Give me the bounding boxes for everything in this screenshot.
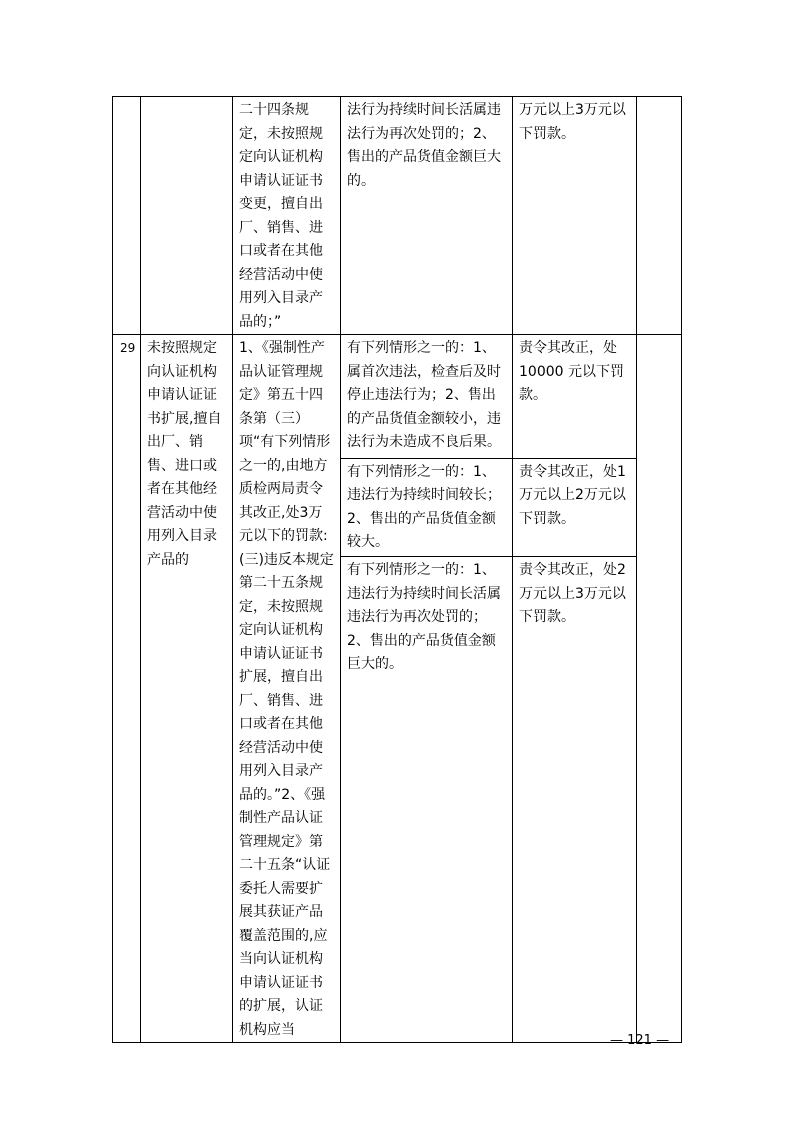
- note-cell: [637, 97, 682, 335]
- circumstance-cell: 有下列情形之一的：1、属首次违法，检查后及时停止违法行为；2、售出的产品货值金额较小，违法行为未造成不良后果。: [341, 335, 513, 459]
- note-cell: [637, 335, 682, 1043]
- circumstance-cell: 有下列情形之一的：1、违法行为持续时间长活属违法行为再次处罚的；2、售出的产品货值金额巨大的。: [341, 557, 513, 1043]
- basis-cell: 二十四条规定，未按照规定向认证机构申请认证证书变更，擅自出厂、销售、进口或者在其他经营活动中使用列入目录产品的；”: [233, 97, 341, 335]
- table-row: [113, 97, 682, 335]
- row-number-cell: 29: [113, 335, 141, 1043]
- penalty-cell: 责令其改正，处2万元以上3万元以下罚款。: [513, 557, 637, 1043]
- enforcement-table: [112, 96, 682, 1043]
- penalty-cell: 责令其改正，处10000 元以下罚款。: [513, 335, 637, 459]
- violation-cell: 未按照规定向认证机构申请认证证书扩展,擅自出厂、销售、进口或者在其他经营活动中使用列入目录产品的: [141, 335, 233, 1043]
- penalty-cell: 责令其改正，处1万元以上2万元以下罚款。: [513, 458, 637, 557]
- row-number-cell: [113, 97, 141, 335]
- basis-cell: 1、《强制性产品认证管理规定》第五十四条第（三）项“有下列情形之一的,由地方质检两局责令其改正,处3万元以下的罚款:(三)违反本规定第二十五条规定，未按照规定向认证机构申请认证证书扩展，擅自出厂、销售、进口或者在其他经营活动中使用列入目录产品的。”2、《强制性产品认证管理规定》第二十五条“认证委托人需要扩展其获证产品覆盖范围的,应当向认证机构申请认证证书的扩展，认证机构应当: [233, 335, 341, 1043]
- table-row: [113, 335, 682, 459]
- violation-cell: [141, 97, 233, 335]
- circumstance-cell: 法行为持续时间长活属违法行为再次处罚的；2、售出的产品货值金额巨大的。: [341, 97, 513, 335]
- penalty-cell: 万元以上3万元以下罚款。: [513, 97, 637, 335]
- page-number: — 121 —: [610, 1033, 670, 1048]
- circumstance-cell: 有下列情形之一的：1、违法行为持续时间较长；2、售出的产品货值金额较大。: [341, 458, 513, 557]
